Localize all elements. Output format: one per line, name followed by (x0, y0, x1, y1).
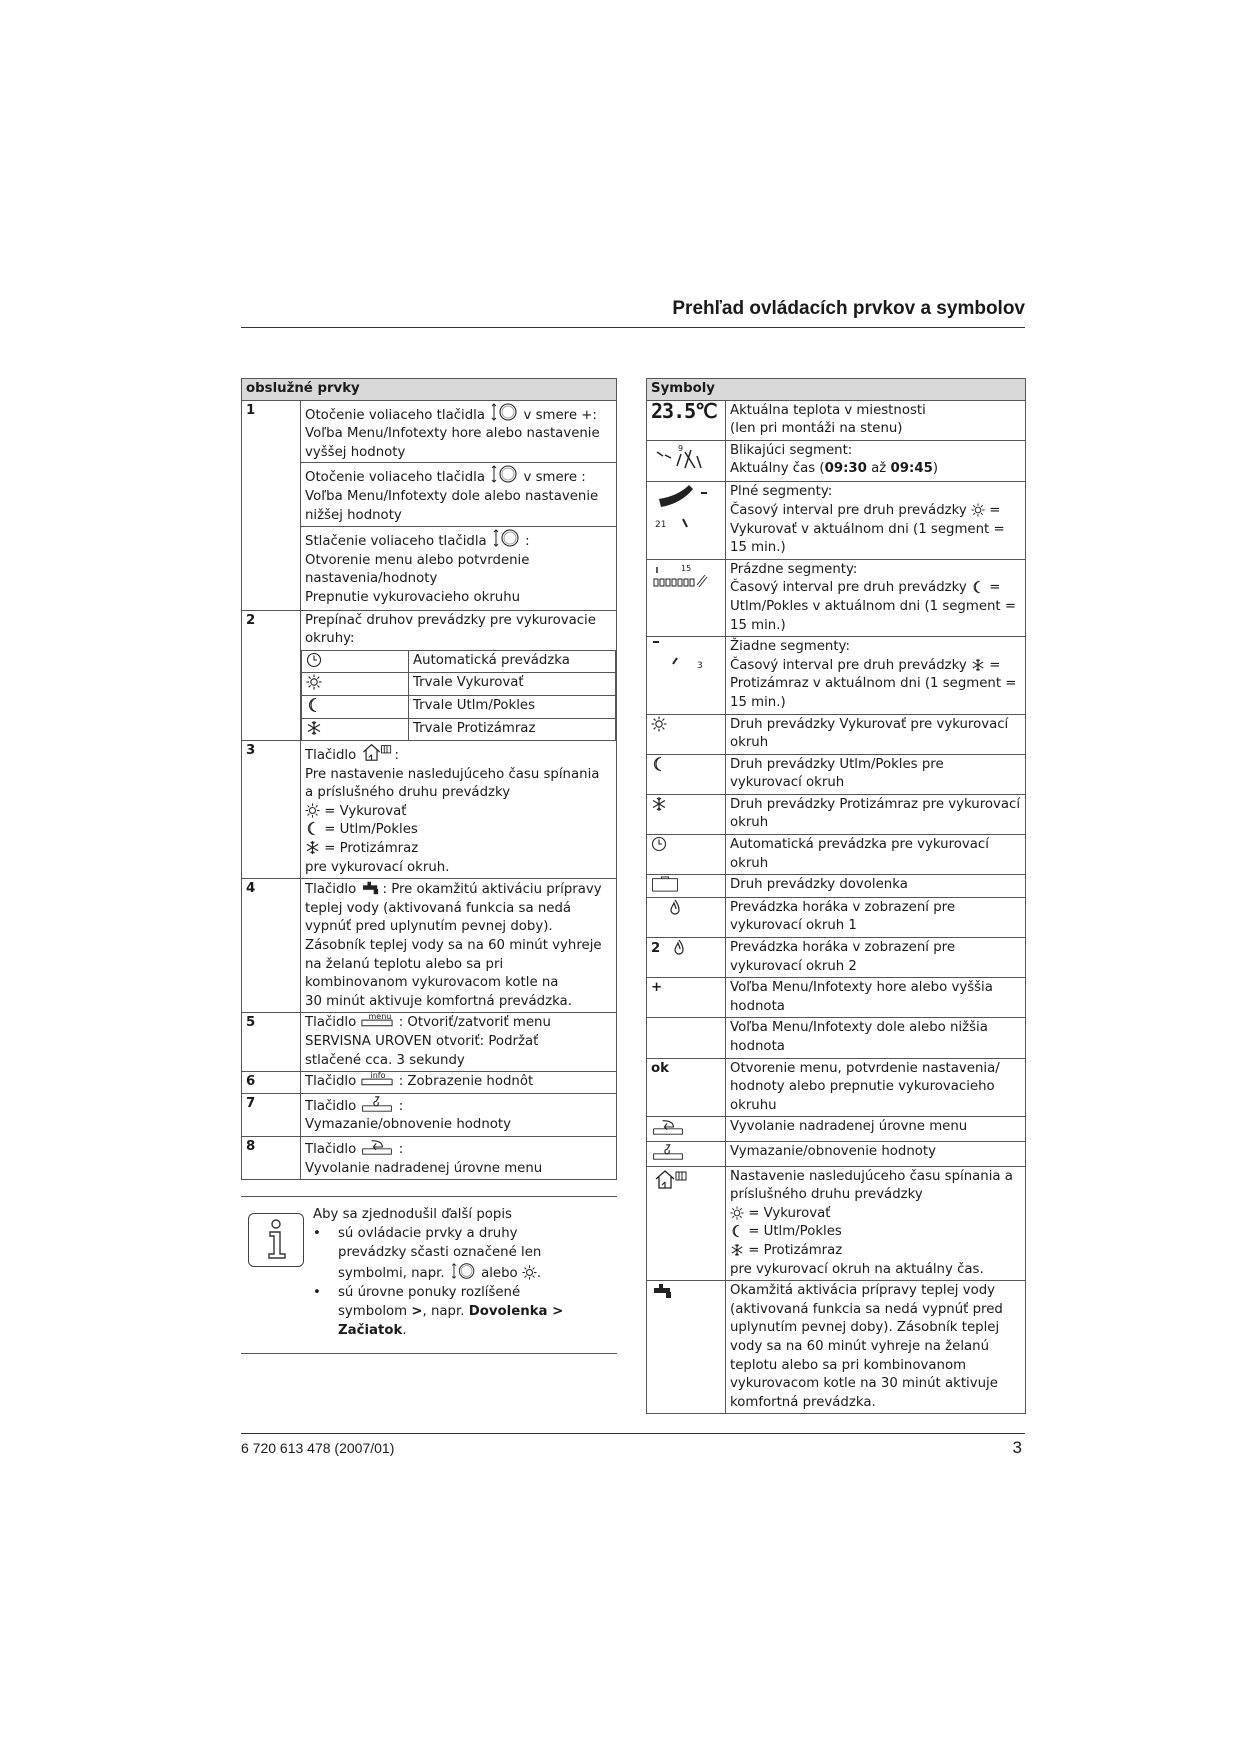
table-row (647, 754, 1026, 794)
list-item: • sú ovládacie prvky a druhy prevádzky sčasti označené len symbolmi, napr. alebo . (313, 1224, 613, 1283)
row-description: Druh prevádzky Vykurovať pre vykurovací okruh (726, 714, 1026, 754)
clock-icon (306, 652, 322, 668)
row-description: Voľba Menu/Infotexty hore alebo vyššia hodnota (726, 978, 1026, 1018)
row-description: Tlačidlo : Pre okamžitú aktiváciu prípravy teplej vody (aktivovaná funkcia sa nedá vypnúť pred uplynutím pevnej doby). Zásobník teplej vody sa na 60 minút vyhreje na želanú teplotu alebo sa pri kombinovanom vykurovacom kotle na 30 minút aktivuje komfortná prevádzka. (301, 879, 617, 1013)
row-description: Otvorenie menu, potvrdenie nastavenia/ hodnoty alebo prepnutie vykurovacieho okruhu (726, 1058, 1026, 1117)
row-description: Tlačidlo : Vymazanie/obnovenie hodnoty (301, 1093, 617, 1136)
table-row (242, 741, 617, 879)
table-row (647, 1117, 1026, 1142)
row-description: Tlačidlo : Vyvolanie nadradenej úrovne menu (301, 1136, 617, 1179)
row-description: Vyvolanie nadradenej úrovne menu (726, 1117, 1026, 1142)
row-description: Tlačidlo menu : Otvoriť/zatvoriť menu SERVISNA UROVEN otvoriť: Podržať stlačené cca. 3 sekundy (301, 1013, 617, 1072)
sun-icon (306, 674, 322, 690)
table-row (647, 1058, 1026, 1117)
row-description: Tlačidlo : Pre nastavenie nasledujúceho času spínania a príslušného druhu prevádzky = Vykurovať = Utlm/Pokles = Protizámraz pre vykurovací okruh. (301, 741, 617, 879)
sun-icon (971, 503, 985, 517)
back-key-icon (651, 1118, 685, 1136)
svg-text:21: 21 (655, 520, 667, 531)
table-row (242, 1093, 617, 1136)
table-row (647, 1141, 1026, 1166)
no-segments-icon (647, 637, 726, 714)
page-title: Prehľad ovládacích prvkov a symbolov (672, 298, 1025, 319)
snowflake-icon (971, 658, 985, 672)
svg-text:15: 15 (681, 563, 692, 573)
row-description: Automatická prevádzka pre vykurovací okruh (726, 835, 1026, 875)
row-description: Okamžitá aktivácia prípravy teplej vody (aktivovaná funkcia sa nedá vypnúť pred uplynutím pevnej doby). Zásobník teplej vody sa na 60 minút vyhreje na želanú teplotu alebo sa pri kombinovanom vykurovacom kotle na 30 minút aktivuje komfortná prevádzka. (726, 1281, 1026, 1414)
table-row (647, 400, 1026, 440)
row-description: Prevádzka horáka v zobrazení pre vykurovací okruh 1 (726, 897, 1026, 937)
snowflake-icon (305, 840, 320, 855)
sun-icon (522, 1265, 537, 1280)
suitcase-icon (651, 876, 679, 892)
erase-key-icon (360, 1095, 394, 1113)
controls-table-heading: obslužné prvky (242, 379, 617, 401)
mode-row: Trvale Utlm/Pokles (302, 695, 616, 718)
table-row (647, 897, 1026, 937)
moon-icon (971, 580, 985, 594)
info-note-text: Aby sa zjednodušil ďalší popis • sú ovládacie prvky a druhy prevádzky sčasti označené len symbolmi, napr. alebo . • sú úrovne ponuky rozlíšené symbolom >, napr. Dovolenka > Začiatok. (313, 1205, 613, 1340)
svg-text:9: 9 (678, 443, 684, 453)
row-description: Voľba Menu/Infotexty dole alebo nižšia hodnota (726, 1018, 1026, 1058)
blinking-segment-icon (647, 440, 726, 482)
table-row (647, 1166, 1026, 1281)
row-description: Aktuálna teplota v miestnosti (len pri montáži na stenu) (726, 400, 1026, 440)
sun-icon (651, 716, 667, 732)
row-description: Tlačidlo info : Zobrazenie hodnôt (301, 1072, 617, 1094)
table-row: 2 Prevádzka horáka v zobrazení pre vykurovací okruh 2 (647, 938, 1026, 978)
table-row (242, 879, 617, 1013)
row-description: Prázdne segmenty: Časový interval pre druh prevádzky = Utlm/Pokles v aktuálnom dni (1 segment = 15 min.) (726, 559, 1026, 636)
row-description: Druh prevádzky Protizámraz pre vykurovací okruh (726, 794, 1026, 834)
table-row (242, 1136, 617, 1179)
table-row (647, 794, 1026, 834)
table-row (647, 482, 1026, 559)
selector-knob-icon (489, 464, 519, 484)
table-row (647, 440, 1026, 482)
hot-water-tap-icon (651, 1282, 675, 1300)
controls-table (241, 378, 617, 1180)
row-number: 2 (242, 610, 301, 741)
moon-icon (305, 821, 320, 836)
ok-symbol: ok (651, 1060, 669, 1076)
svg-text:3: 3 (697, 661, 703, 672)
info-icon (248, 1213, 304, 1267)
flame-icon (665, 939, 685, 955)
hot-water-tap-icon (360, 880, 382, 896)
temperature-display-icon: 23.5℃ (647, 400, 726, 440)
title-divider (241, 327, 1025, 328)
row-description: Prepínač druhov prevádzky pre vykurovacie okruhy: Automatická prevádzka Trvale Vykurovať Trvale Utlm/Pokles Trvale Protizámraz (301, 610, 617, 741)
page-number: 3 (1012, 1438, 1022, 1457)
table-row (647, 1281, 1026, 1414)
table-row (242, 400, 617, 610)
row-description: Žiadne segmenty: Časový interval pre druh prevádzky = Protizámraz v aktuálnom dni (1 segment = 15 min.) (726, 637, 1026, 714)
table-row (647, 559, 1026, 636)
row-number: 6 (242, 1072, 301, 1094)
table-row (242, 1013, 617, 1072)
symbols-table (646, 378, 1026, 1414)
info-note (241, 1196, 617, 1354)
mode-row: Automatická prevádzka (302, 650, 616, 673)
row-description: Otočenie voliaceho tlačidla v smere +: Voľba Menu/Infotexty hore alebo nastavenie vyššej hodnoty Otočenie voliaceho tlačidla v smere : Voľba Menu/Infotexty dole alebo nastavenie nižšej hodnoty Stlačenie voliaceho tlačidla : Otvorenie menu alebo potvrdenie nastavenia/hodnoty Prepnutie vykurovacieho okruhu (301, 400, 617, 610)
table-row (647, 978, 1026, 1018)
symbols-table-heading: Symboly (647, 379, 1026, 401)
sun-icon (730, 1206, 744, 1220)
row-description: Druh prevádzky Utlm/Pokles pre vykurovací okruh (726, 754, 1026, 794)
table-row (647, 1018, 1026, 1058)
row-description: Vymazanie/obnovenie hodnoty (726, 1141, 1026, 1166)
moon-icon (651, 756, 667, 772)
selector-knob-press-icon (491, 528, 521, 548)
footer-divider (241, 1433, 1025, 1434)
table-row (647, 714, 1026, 754)
row-description: Blikajúci segment: Aktuálny čas (09:30 až 09:45) (726, 440, 1026, 482)
row-number: 5 (242, 1013, 301, 1072)
house-radiator-icon (360, 742, 394, 762)
list-item: • sú úrovne ponuky rozlíšené symbolom >, napr. Dovolenka > Začiatok. (313, 1283, 613, 1340)
table-row (647, 875, 1026, 898)
row-number: 8 (242, 1136, 301, 1179)
info-key-icon: info (360, 1074, 394, 1088)
full-segments-icon (647, 482, 726, 559)
row-number: 4 (242, 879, 301, 1013)
sun-icon (305, 803, 320, 818)
row-description: Nastavenie nasledujúceho času spínania a príslušného druhu prevádzky = Vykurovať = Utlm/Pokles = Protizámraz pre vykurovací okruh na aktuálny čas. (726, 1166, 1026, 1281)
row-number: 3 (242, 741, 301, 879)
moon-icon (306, 697, 322, 713)
table-row (242, 610, 617, 741)
row-description: Druh prevádzky dovolenka (726, 875, 1026, 898)
snowflake-icon (730, 1243, 744, 1257)
mode-row: Trvale Vykurovať (302, 673, 616, 696)
snowflake-icon (651, 796, 667, 812)
table-row (242, 1072, 617, 1094)
flame-icon (651, 899, 681, 915)
plus-symbol: + (651, 980, 663, 996)
house-radiator-icon (651, 1168, 691, 1190)
empty-segments-icon (647, 559, 726, 636)
table-row (647, 835, 1026, 875)
mode-row: Trvale Protizámraz (302, 718, 616, 740)
selector-knob-icon (489, 402, 519, 422)
clock-icon (651, 836, 667, 852)
row-number: 1 (242, 400, 301, 610)
row-number: 7 (242, 1093, 301, 1136)
menu-key-icon: menu (360, 1015, 394, 1029)
document-number: 6 720 613 478 (2007/01) (241, 1440, 395, 1456)
selector-knob-icon (449, 1262, 477, 1280)
back-key-icon (360, 1138, 394, 1156)
table-row (647, 637, 1026, 714)
row-description: Plné segmenty: Časový interval pre druh prevádzky = Vykurovať v aktuálnom dni (1 segment = 15 min.) (726, 482, 1026, 559)
moon-icon (730, 1224, 744, 1238)
snowflake-icon (306, 720, 322, 736)
erase-key-icon (651, 1143, 685, 1161)
row-description: Prevádzka horáka v zobrazení pre vykurovací okruh 2 (726, 938, 1026, 978)
